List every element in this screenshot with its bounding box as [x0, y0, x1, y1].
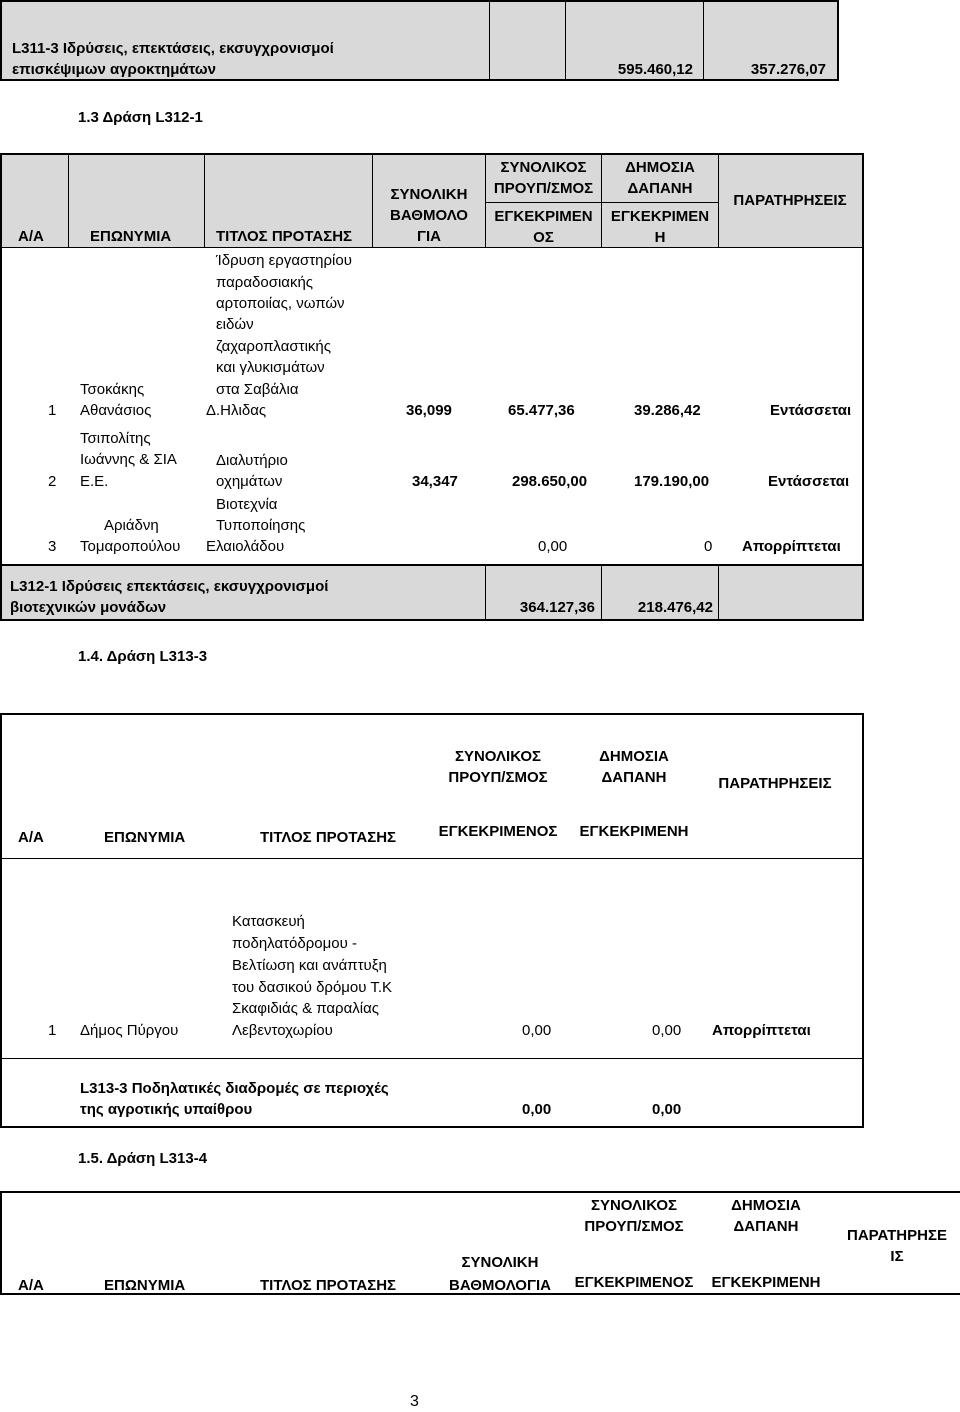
- section-heading-l313-4: 1.5. Δράση L313-4: [78, 1150, 208, 1167]
- summary-l312-label-line1: L312-1 Ιδρύσεις επεκτάσεις, εκσυγχρονισμοί: [10, 578, 329, 595]
- row-aa: 3: [48, 538, 57, 555]
- row-name: Δήμος Πύργου: [80, 1022, 179, 1039]
- l312-header-score-1: ΣΥΝΟΛΙΚΗ: [390, 186, 468, 203]
- row-title-line: Κατασκευή: [232, 913, 305, 930]
- l313-3-header-public-2: ΔΑΠΑΝΗ: [601, 769, 667, 786]
- summary-l313-3-label-line1: L313-3 Ποδηλατικές διαδρομές σε περιοχές: [80, 1080, 389, 1097]
- l313-3-header-title: ΤΙΤΛΟΣ ΠΡΟΤΑΣΗΣ: [260, 829, 397, 846]
- row-title-line: και γλυκισμάτων: [216, 359, 325, 376]
- row-budget: 298.650,00: [512, 473, 588, 490]
- l313-4-header-aa: Α/Α: [18, 1277, 44, 1294]
- summary-l313-3-total-budget: 0,00: [522, 1101, 552, 1118]
- row-title-line: Δ.Ηλιδας: [206, 402, 267, 419]
- l313-3-header-remarks: ΠΑΡΑΤΗΡΗΣΕΙΣ: [718, 775, 832, 792]
- l313-3-header-public-3: ΕΓΚΕΚΡΙΜΕΝΗ: [579, 823, 689, 840]
- summary-l312-total-budget: 364.127,36: [519, 599, 595, 616]
- l312-header-public-2: ΔΑΠΑΝΗ: [627, 180, 693, 197]
- row-remarks: Εντάσσεται: [770, 402, 852, 419]
- l313-4-header-remarks-2: ΙΣ: [890, 1248, 904, 1265]
- page-number: 3: [410, 1393, 419, 1410]
- l312-header-score-2: ΒΑΘΜΟΛΟ: [390, 207, 468, 224]
- summary-l312-label-line2: βιοτεχνικών μονάδων: [10, 599, 167, 616]
- row-name-line: Τσιπολίτης: [80, 430, 151, 447]
- l312-header-title: ΤΙΤΛΟΣ ΠΡΟΤΑΣΗΣ: [216, 228, 353, 245]
- row-title-line: Τυποποίησης: [216, 517, 306, 534]
- row-title-line: παραδοσιακής: [216, 274, 314, 291]
- l313-4-header-public-2: ΔΑΠΑΝΗ: [733, 1218, 799, 1235]
- summary-l311-label-line1: L311-3 Ιδρύσεις, επεκτάσεις, εκσυγχρονισμοί: [12, 40, 334, 57]
- row-name-line: Τσοκάκης: [80, 381, 145, 398]
- l313-4-header-budget-2: ΠΡΟΥΠ/ΣΜΟΣ: [584, 1218, 684, 1235]
- l313-3-header-name: ΕΠΩΝΥΜΙΑ: [104, 829, 186, 846]
- l313-4-header-budget-3: ΕΓΚΕΚΡΙΜΕΝΟΣ: [574, 1274, 694, 1291]
- l313-4-header-title: ΤΙΤΛΟΣ ΠΡΟΤΑΣΗΣ: [260, 1277, 397, 1294]
- row-name-line: Ιωάννης & ΣΙΑ: [80, 451, 177, 468]
- l313-4-header-public-3: ΕΓΚΕΚΡΙΜΕΝΗ: [711, 1274, 821, 1291]
- row-title-line: Βιοτεχνία: [216, 496, 278, 513]
- summary-l311-total-budget: 595.460,12: [617, 61, 693, 78]
- row-remarks: Εντάσσεται: [768, 473, 850, 490]
- summary-l313-3-total-public: 0,00: [652, 1101, 682, 1118]
- row-public: 0: [704, 538, 713, 555]
- l313-3-header-aa: Α/Α: [18, 829, 44, 846]
- l312-header-public-3: ΕΓΚΕΚΡΙΜΕΝ: [610, 208, 710, 225]
- l313-4-header-score-1: ΣΥΝΟΛΙΚΗ: [461, 1254, 539, 1271]
- row-budget: 0,00: [522, 1022, 552, 1039]
- l312-header-budget-4: ΟΣ: [533, 229, 554, 246]
- l313-3-header-budget-3: ΕΓΚΕΚΡΙΜΕΝΟΣ: [438, 823, 558, 840]
- row-title-line: Ίδρυση εργαστηρίου: [216, 252, 352, 269]
- row-name-line: Αθανάσιος: [80, 402, 152, 419]
- row-title-line: ποδηλατόδρομου -: [232, 935, 357, 952]
- l313-4-header-public-1: ΔΗΜΟΣΙΑ: [731, 1197, 801, 1214]
- row-budget: 65.477,36: [508, 402, 575, 419]
- row-public: 39.286,42: [634, 402, 701, 419]
- row-title-line: οχημάτων: [216, 473, 283, 490]
- row-title-line: του δασικού δρόμου Τ.Κ: [232, 979, 393, 996]
- l312-header-public-4: Η: [654, 229, 666, 246]
- row-name-line: Αριάδνη: [104, 517, 159, 534]
- row-aa: 1: [48, 1022, 57, 1039]
- l313-4-header-remarks-1: ΠΑΡΑΤΗΡΗΣΕ: [847, 1227, 947, 1244]
- summary-l311-total-public: 357.276,07: [750, 61, 826, 78]
- row-title-line: Σκαφιδιάς & παραλίας: [232, 1000, 379, 1017]
- l313-3-header-budget-1: ΣΥΝΟΛΙΚΟΣ: [454, 748, 542, 765]
- row-public: 0,00: [652, 1022, 682, 1039]
- l313-4-header-name: ΕΠΩΝΥΜΙΑ: [104, 1277, 186, 1294]
- section-heading-l313-3: 1.4. Δράση L313-3: [78, 648, 208, 665]
- row-title-line: ειδών: [216, 316, 254, 333]
- row-name-line: Ε.Ε.: [80, 473, 109, 490]
- l312-header-remarks: ΠΑΡΑΤΗΡΗΣΕΙΣ: [733, 192, 847, 209]
- l313-4-header-score-2: ΒΑΘΜΟΛΟΓΙΑ: [449, 1277, 551, 1294]
- summary-l313-3-label-line2: της αγροτικής υπαίθρου: [80, 1101, 253, 1118]
- row-title-line: στα Σαβάλια: [216, 381, 299, 398]
- row-title-line: Ελαιολάδου: [206, 538, 285, 555]
- row-aa: 1: [48, 402, 57, 419]
- row-name-line: Τομαροπούλου: [80, 538, 181, 555]
- row-public: 179.190,00: [634, 473, 710, 490]
- row-budget: 0,00: [538, 538, 568, 555]
- l312-header-public-1: ΔΗΜΟΣΙΑ: [625, 159, 695, 176]
- l313-3-header-public-1: ΔΗΜΟΣΙΑ: [599, 748, 669, 765]
- section-heading-l312: 1.3 Δράση L312-1: [78, 109, 203, 126]
- row-title-line: Λεβεντοχωρίου: [232, 1022, 333, 1039]
- l312-header-budget-2: ΠΡΟΥΠ/ΣΜΟΣ: [493, 180, 594, 197]
- summary-l312-total-public: 218.476,42: [637, 599, 713, 616]
- l312-header-score-3: ΓΙΑ: [416, 228, 442, 245]
- l312-header-aa: Α/Α: [18, 228, 44, 245]
- l312-header-budget-1: ΣΥΝΟΛΙΚΟΣ: [500, 159, 587, 176]
- row-title-line: αρτοποιίας, νωπών: [216, 295, 345, 312]
- row-title-line: ζαχαροπλαστικής: [216, 338, 331, 355]
- l312-header-name: ΕΠΩΝΥΜΙΑ: [90, 228, 172, 245]
- row-score: 36,099: [406, 402, 452, 419]
- row-remarks: Απορρίπτεται: [742, 538, 841, 555]
- row-remarks: Απορρίπτεται: [712, 1022, 811, 1039]
- summary-l311-label-line2: επισκέψιμων αγροκτημάτων: [12, 61, 216, 78]
- row-aa: 2: [48, 473, 57, 490]
- row-title-line: Διαλυτήριο: [216, 452, 288, 469]
- l313-3-header-budget-2: ΠΡΟΥΠ/ΣΜΟΣ: [448, 769, 548, 786]
- row-score: 34,347: [412, 473, 458, 490]
- l312-header-budget-3: ΕΓΚΕΚΡΙΜΕΝ: [494, 208, 593, 225]
- row-title-line: Βελτίωση και ανάπτυξη: [232, 957, 387, 974]
- l313-4-header-budget-1: ΣΥΝΟΛΙΚΟΣ: [590, 1197, 678, 1214]
